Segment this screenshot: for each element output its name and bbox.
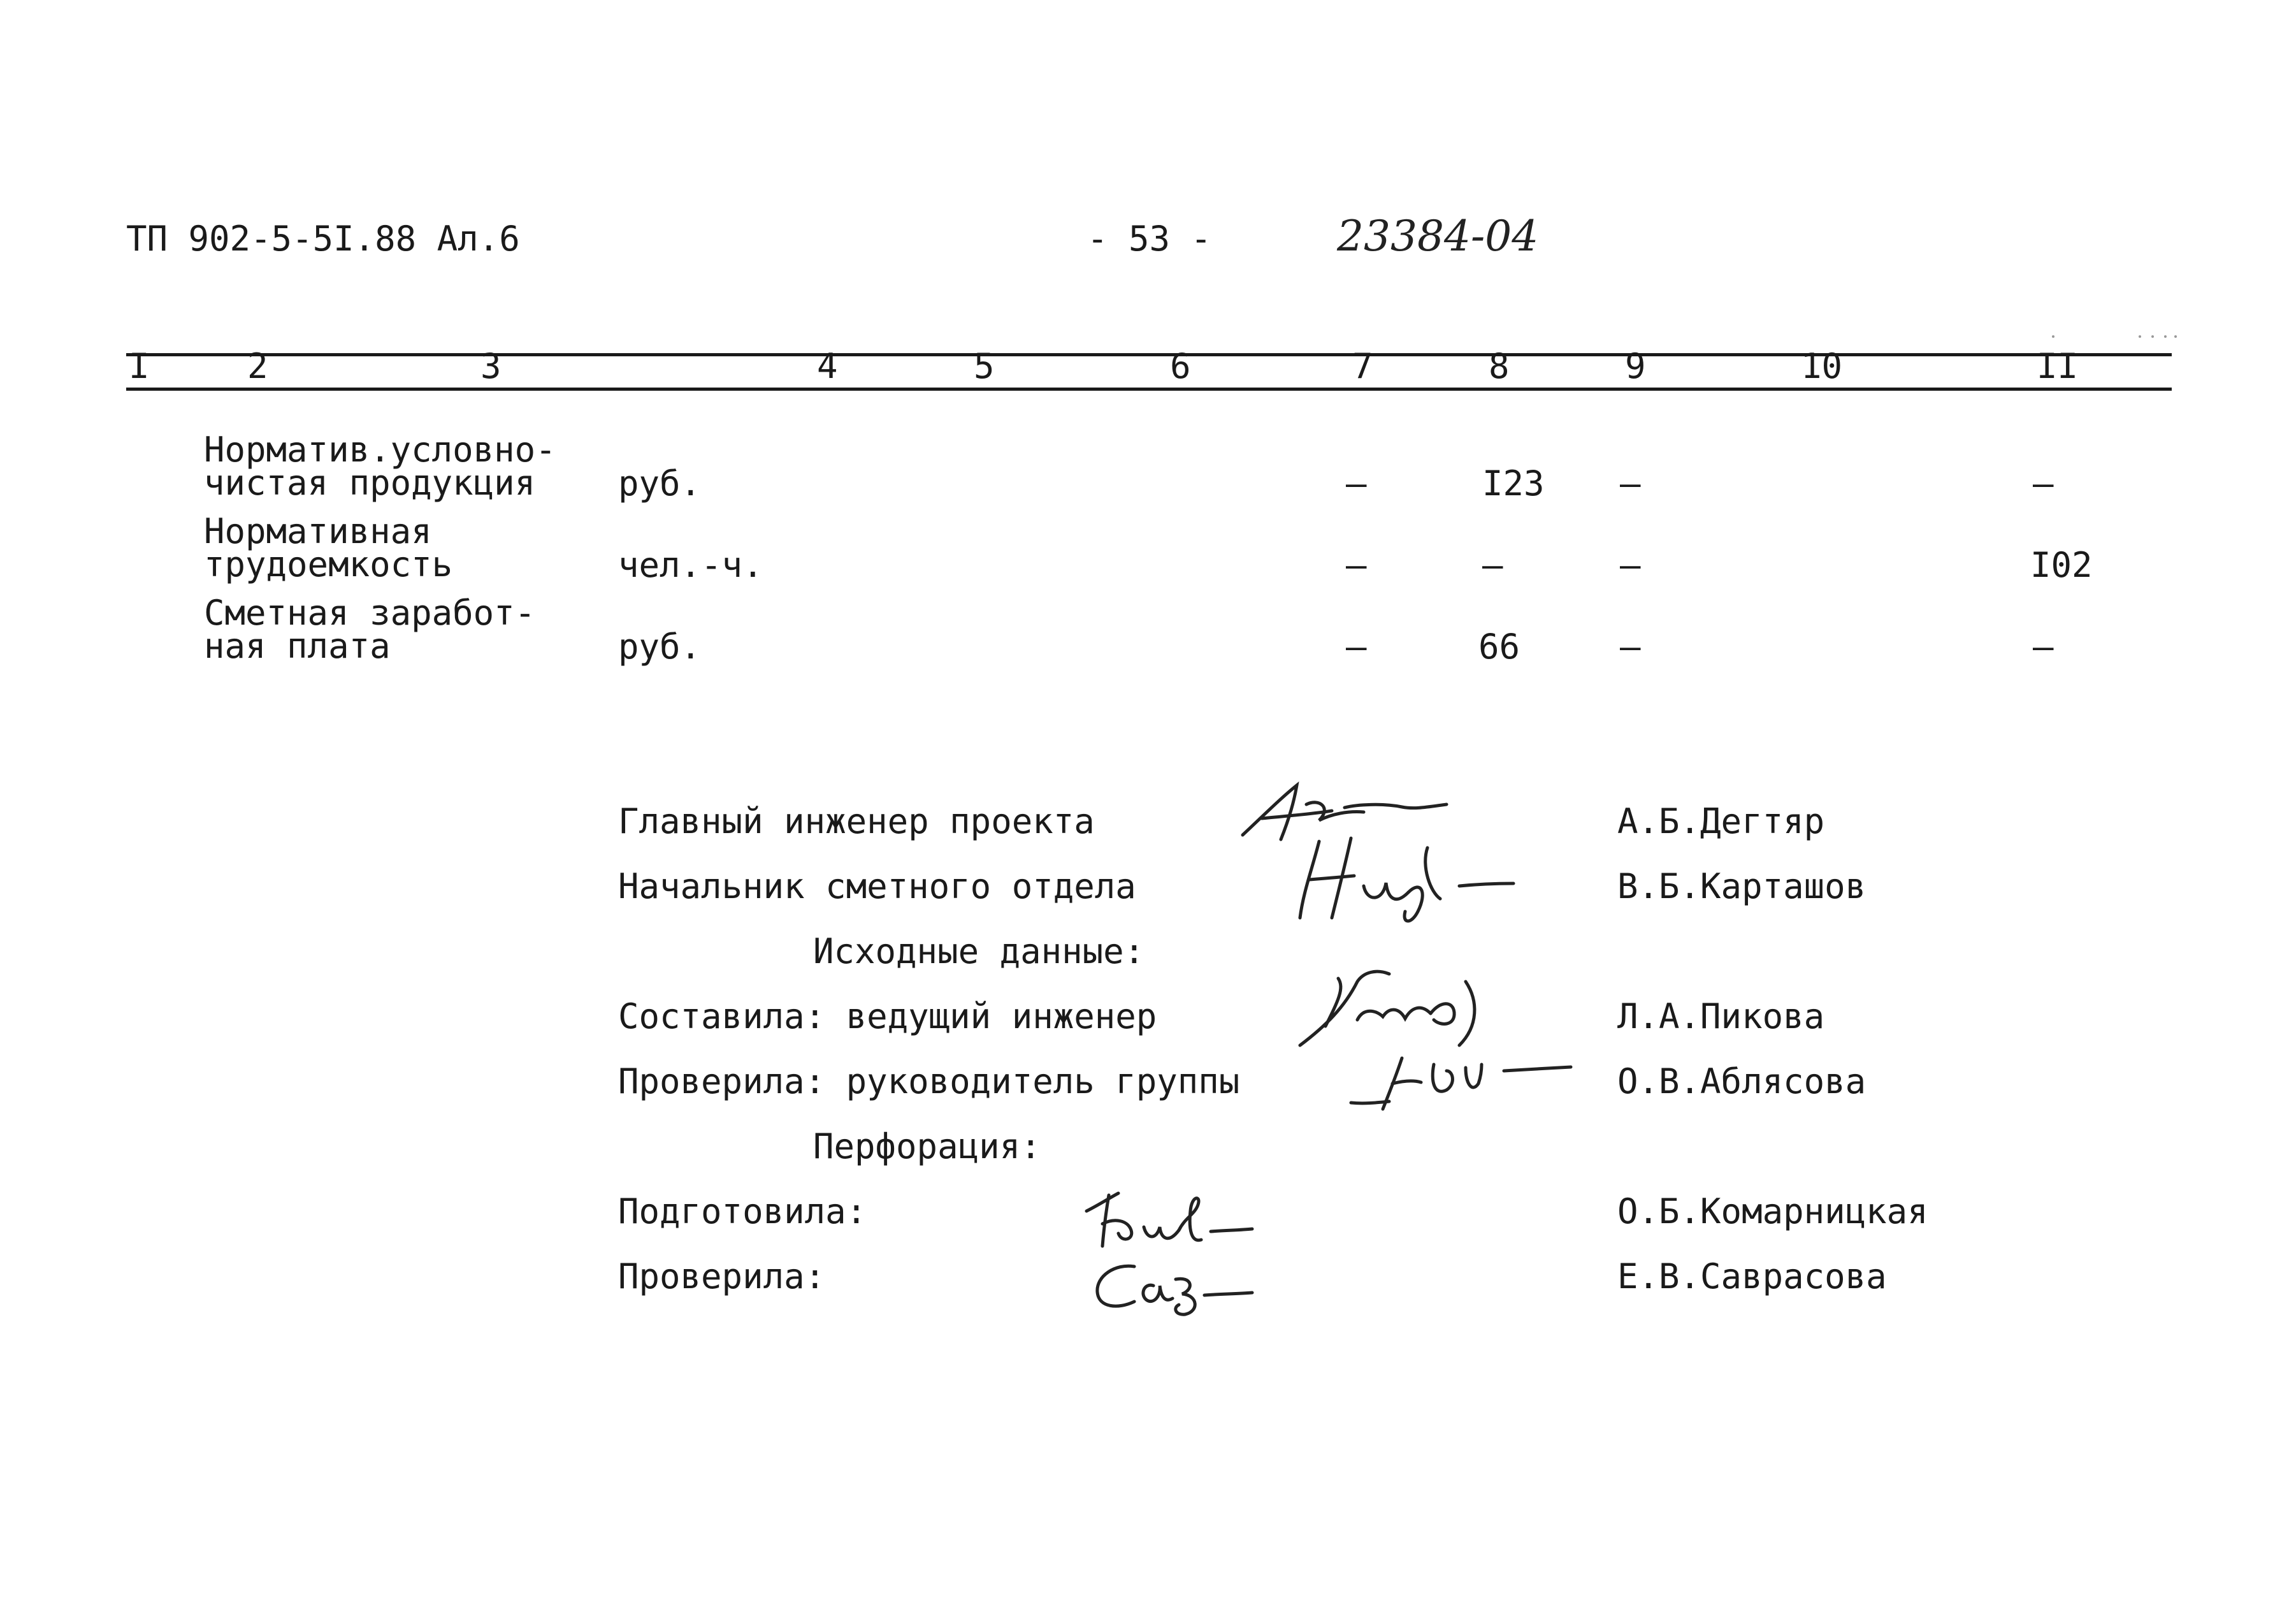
- signature-checked-2: [1090, 1251, 1255, 1321]
- table-cell-col7: –: [1346, 463, 1367, 504]
- table-cell-col9: –: [1620, 545, 1641, 585]
- name-compiled: Л.А.Пикова: [1617, 996, 1825, 1036]
- column-number-1: I: [129, 346, 150, 386]
- table-cell-col8: 66: [1478, 627, 1520, 667]
- table-cell-col7: –: [1346, 627, 1367, 667]
- table-cell-unit: руб.: [618, 463, 702, 504]
- column-number-7: 7: [1352, 346, 1373, 386]
- table-header-bottom-rule: [126, 388, 2172, 391]
- role-prepared: Подготовила:: [618, 1191, 867, 1231]
- role-checked: Проверила: руководитель группы: [618, 1061, 1240, 1101]
- row-name-line: ная плата: [204, 626, 391, 666]
- document-code: ТП 902-5-5I.88 Ал.6: [126, 219, 520, 259]
- signature-estimate-head: [1294, 829, 1517, 931]
- table-cell-col7: –: [1346, 545, 1367, 585]
- column-number-6: 6: [1170, 346, 1191, 386]
- page-number: - 53 -: [1087, 219, 1212, 259]
- row-name-line: чистая продукция: [204, 463, 536, 503]
- role-checked-2: Проверила:: [618, 1256, 826, 1296]
- table-cell-col9: –: [1620, 463, 1641, 504]
- name-checked-2: Е.В.Саврасова: [1617, 1256, 1887, 1296]
- name-chief-engineer: А.Б.Дегтяр: [1617, 801, 1825, 841]
- column-number-4: 4: [817, 346, 838, 386]
- table-row-name: [204, 430, 556, 503]
- signature-compiled: [1287, 962, 1504, 1058]
- column-number-8: 8: [1489, 346, 1510, 386]
- row-name-line: Нормативная: [204, 511, 432, 551]
- column-number-5: 5: [974, 346, 995, 386]
- signature-prepared: [1083, 1186, 1255, 1249]
- table-cell-col11: –: [2033, 463, 2054, 504]
- row-name-line: Норматив.условно-: [204, 430, 556, 470]
- table-cell-unit: руб.: [618, 627, 702, 667]
- role-chief-engineer: Главный инженер проекта: [618, 801, 1095, 841]
- table-cell-unit: чел.-ч.: [618, 545, 763, 585]
- role-estimate-head: Начальник сметного отдела: [618, 866, 1136, 906]
- table-cell-col11: I02: [2030, 545, 2093, 585]
- table-cell-col11: –: [2033, 627, 2054, 667]
- scan-speckles: [2051, 310, 2178, 314]
- source-data-heading: Исходные данные:: [813, 931, 1145, 971]
- signature-checked: [1345, 1045, 1574, 1115]
- handwritten-stamp-number: 23384-04: [1337, 212, 1539, 261]
- column-number-9: 9: [1625, 346, 1646, 386]
- table-row-name: [204, 511, 453, 584]
- name-checked: О.В.Аблясова: [1617, 1061, 1866, 1101]
- name-prepared: О.Б.Комарницкая: [1617, 1191, 1928, 1231]
- table-cell-col8: –: [1482, 545, 1503, 585]
- table-cell-col9: –: [1620, 627, 1641, 667]
- column-number-10: 10: [1801, 346, 1843, 386]
- column-number-2: 2: [247, 346, 268, 386]
- column-number-11: II: [2037, 346, 2079, 386]
- row-name-line: трудоемкость: [204, 544, 453, 584]
- perforation-heading: Перфорация:: [813, 1126, 1041, 1166]
- table-cell-col8: I23: [1482, 463, 1545, 504]
- table-row-name: [204, 593, 536, 666]
- table-top-rule: [126, 353, 2172, 356]
- name-estimate-head: В.Б.Карташов: [1617, 866, 1866, 906]
- column-number-3: 3: [480, 346, 502, 386]
- role-compiled: Составила: ведущий инженер: [618, 996, 1157, 1036]
- row-name-line: Сметная заработ-: [204, 593, 536, 633]
